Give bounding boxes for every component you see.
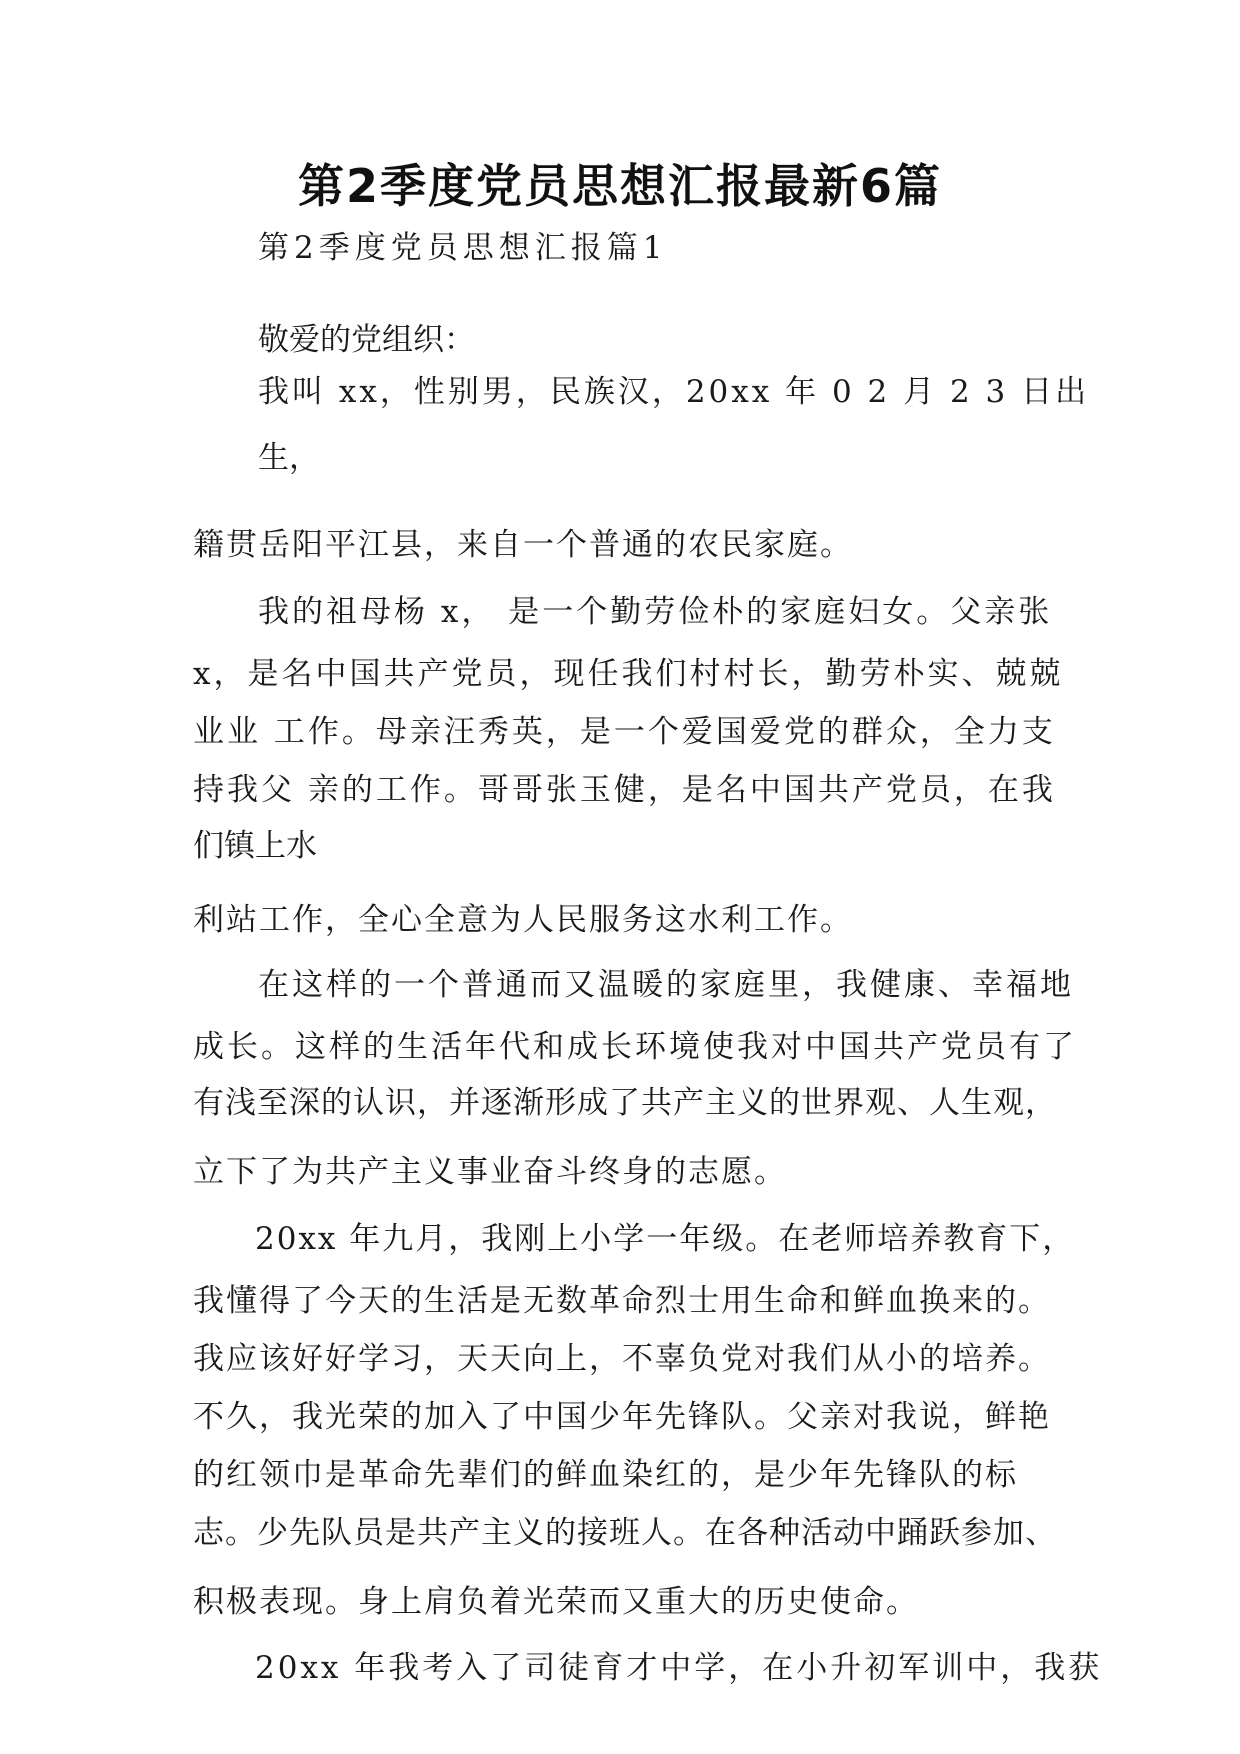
paragraph-line: 我懂得了今天的生活是无数革命烈士用生命和鲜血换来的。	[193, 1283, 1051, 1319]
paragraph-line: x，是名中国共产党员，现任我们村村长，勤劳朴实、兢兢	[193, 656, 1064, 692]
document-title: 第2季度党员思想汇报最新6篇	[297, 159, 942, 213]
paragraph-line: 立下了为共产主义事业奋斗终身的志愿。	[193, 1154, 787, 1190]
paragraph-line: 们镇上水	[193, 828, 317, 864]
paragraph-line: 业业 工作。母亲汪秀英，是一个爱国爱党的群众，全力支	[193, 714, 1056, 750]
paragraph-line: 持我父 亲的工作。哥哥张玉健，是名中国共产党员，在我	[193, 772, 1056, 808]
paragraph-line: 利站工作，全心全意为人民服务这水利工作。	[193, 902, 853, 938]
paragraph-line: 我叫 xx，性别男，民族汉，20xx 年 0 2 月 2 3 日出	[258, 374, 1090, 410]
paragraph-line: 有浅至深的认识，并逐渐形成了共产主义的世界观、人生观，	[193, 1085, 1057, 1121]
paragraph-line: 的红领巾是革命先辈们的鲜血染红的，是少年先锋队的标	[193, 1457, 1018, 1493]
paragraph-line: 积极表现。身上肩负着光荣而又重大的历史使命。	[193, 1584, 919, 1620]
paragraph-line: 我的祖母杨 x， 是一个勤劳俭朴的家庭妇女。父亲张	[258, 594, 1053, 630]
paragraph-line: 我应该好好学习，天天向上，不辜负党对我们从小的培养。	[193, 1341, 1051, 1377]
paragraph-line: 籍贯岳阳平江县，来自一个普通的农民家庭。	[193, 527, 853, 563]
paragraph-line: 不久，我光荣的加入了中国少年先锋队。父亲对我说，鲜艳	[193, 1399, 1051, 1435]
salutation: 敬爱的党组织：	[258, 322, 475, 358]
paragraph-line: 志。少先队员是共产主义的接班人。在各种活动中踊跃参加、	[193, 1515, 1057, 1551]
paragraph-line: 20xx 年九月，我刚上小学一年级。在老师培养教育下，	[255, 1221, 1076, 1257]
section-heading: 第2季度党员思想汇报篇1	[258, 230, 668, 266]
paragraph-line: 在这样的一个普通而又温暖的家庭里，我健康、幸福地	[258, 967, 1074, 1003]
paragraph-line: 20xx 年我考入了司徒育才中学，在小升初军训中，我获	[255, 1650, 1103, 1686]
paragraph-line: 成长。这样的生活年代和成长环境使我对中国共产党员有了	[193, 1029, 1077, 1065]
paragraph-line: 生，	[258, 440, 320, 476]
